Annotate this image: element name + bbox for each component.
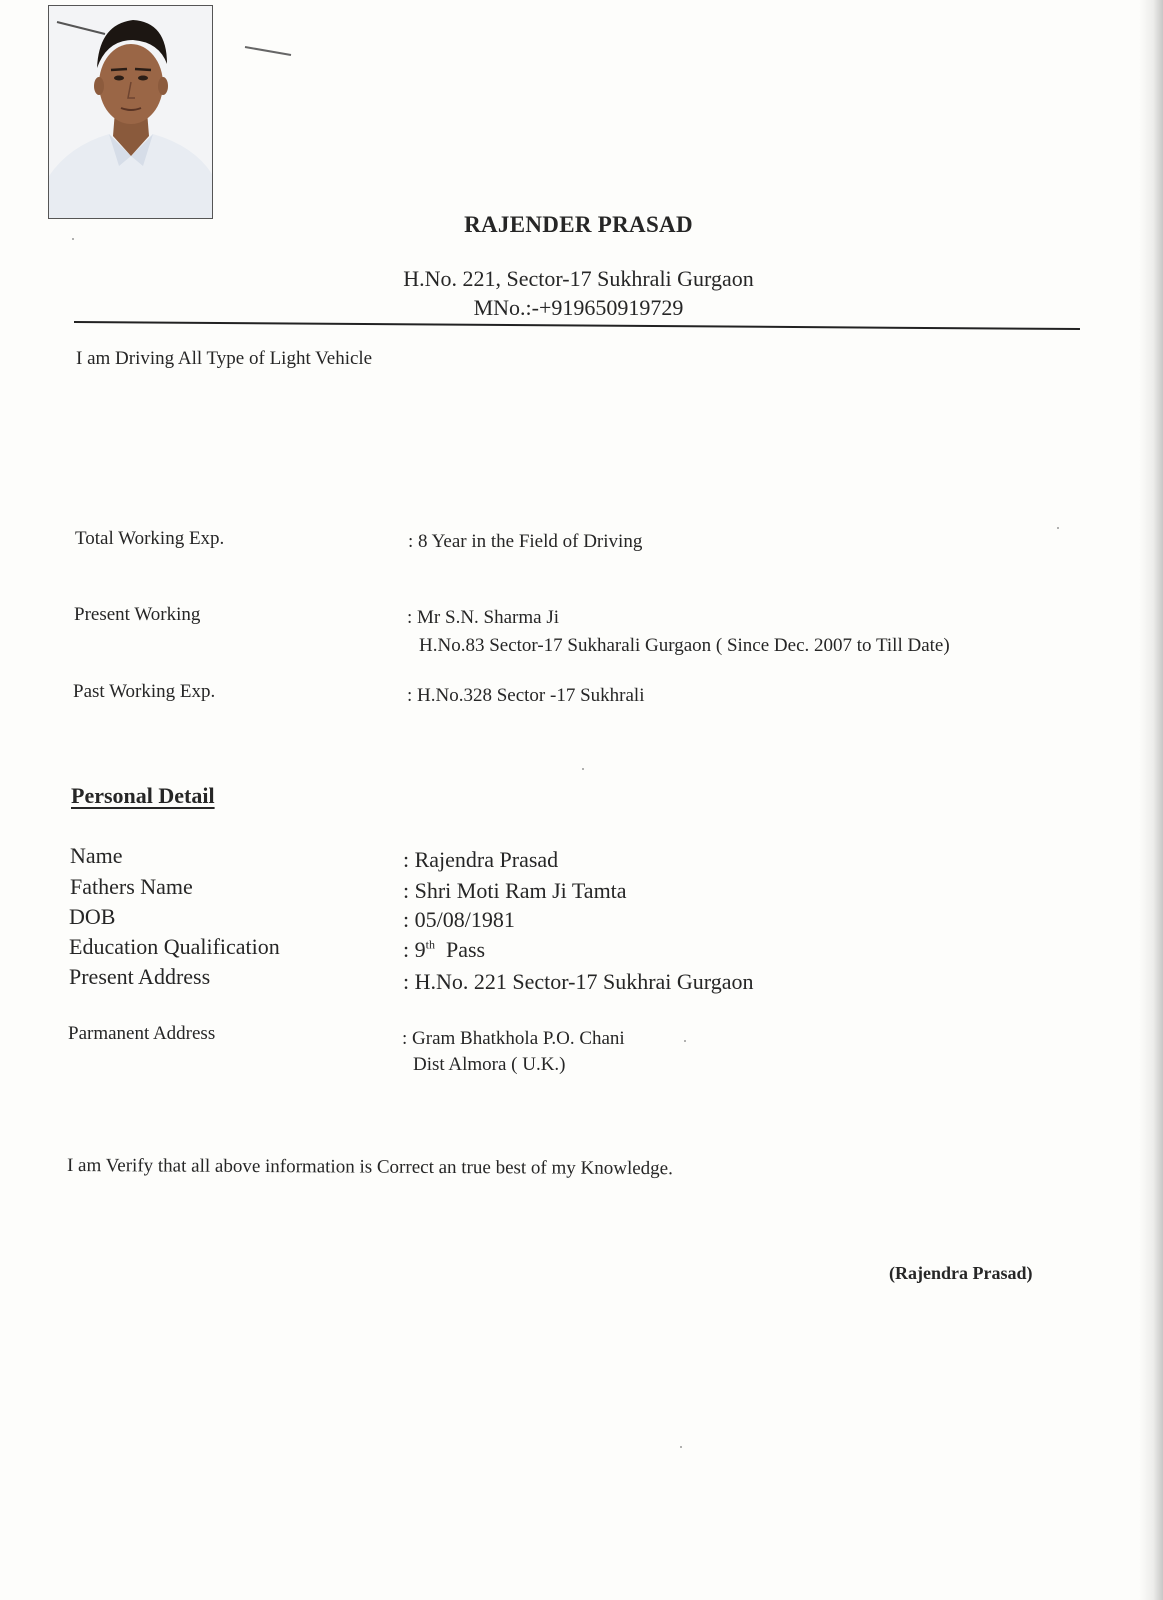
education-value-suffix: Pass [445,937,486,962]
profile-photo [48,5,213,219]
header-address: H.No. 221, Sector-17 Sukhrali Gurgaon [403,266,754,291]
father-name-label: Fathers Name [70,874,193,899]
header-divider [74,321,1080,330]
name-value: : Rajendra Prasad [403,847,559,872]
permanent-address-value-1: : Gram Bhatkhola P.O. Chani [402,1028,625,1049]
scan-speck [1057,527,1059,529]
total-exp-value: : 8 Year in the Field of Driving [408,531,643,552]
header-mobile: MNo.:-+919650919729 [473,295,684,320]
name-label: Name [70,843,123,868]
past-exp-label: Past Working Exp. [73,681,216,702]
dob-value: : 05/08/1981 [403,907,515,932]
present-address-value: : H.No. 221 Sector-17 Sukhrai Gurgaon [403,969,754,994]
permanent-address-value-2: Dist Almora ( U.K.) [413,1054,566,1075]
education-label: Education Qualification [69,934,280,959]
permanent-address-label: Parmanent Address [68,1023,216,1044]
education-value-sup: th [425,937,435,952]
scan-speck [684,1040,686,1042]
pen-mark [244,44,294,58]
present-working-value-2: H.No.83 Sector-17 Sukharali Gurgaon ( Since Dec. 2007 to Till Date) [419,635,950,656]
scan-speck [582,768,584,770]
page-edge-shadow [1139,0,1163,1600]
scan-speck [72,238,74,240]
past-exp-value: : H.No.328 Sector -17 Sukhrali [407,685,645,706]
education-value [403,937,485,963]
scan-speck [680,1446,682,1448]
resume-name-heading: RAJENDER PRASAD [464,212,693,237]
father-name-value: : Shri Moti Ram Ji Tamta [403,878,627,903]
dob-label: DOB [69,904,116,929]
signature-name: (Rajendra Prasad) [889,1263,1033,1283]
present-working-value-1: : Mr S.N. Sharma Ji [407,607,559,628]
declaration-text: I am Verify that all above information is Correct an true best of my Knowledge. [66,1155,673,1180]
present-address-label: Present Address [69,964,211,989]
present-working-label: Present Working [74,604,201,625]
objective-text: I am Driving All Type of Light Vehicle [76,348,373,369]
total-exp-label: Total Working Exp. [75,528,225,549]
education-value-prefix: : 9 [403,937,426,962]
personal-detail-heading: Personal Detail [71,783,215,808]
